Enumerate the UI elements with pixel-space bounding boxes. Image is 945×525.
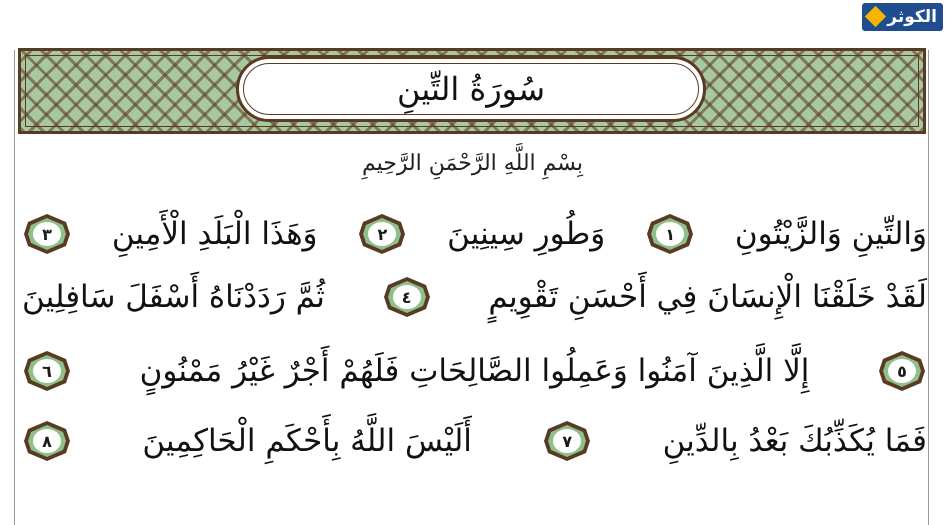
logo-diamond-icon	[865, 6, 886, 27]
verse-3-text: وَهَذَا الْبَلَدِ الْأَمِينِ	[111, 216, 318, 252]
verse-marker-3	[22, 212, 72, 256]
verse-7-text: فَمَا يُكَذِّبُكَ بَعْدُ بِالدِّينِ	[662, 423, 927, 459]
verse-3-number: ٣	[42, 224, 52, 244]
verse-6-number: ٦	[42, 361, 52, 381]
verse-8-text: أَلَيْسَ اللَّهُ بِأَحْكَمِ الْحَاكِمِينَ	[142, 423, 472, 459]
verse-line-2	[22, 266, 927, 328]
verse-2-text: وَطُورِ سِينِينَ	[447, 216, 606, 252]
verse-marker-5	[877, 349, 927, 393]
verse-2-number: ٢	[377, 224, 388, 244]
verse-1-text: وَالتِّينِ وَالزَّيْتُونِ	[734, 216, 927, 252]
verse-1-number: ١	[665, 224, 675, 244]
verse-7-number: ٧	[562, 431, 573, 451]
verse-6-text: إِلَّا الَّذِينَ آمَنُوا وَعَمِلُوا الصَّالِحَاتِ فَلَهُمْ أَجْرٌ غَيْرُ مَمْنُونٍ	[139, 353, 810, 389]
page-border-right	[928, 50, 929, 525]
verse-5-number: ٥	[897, 361, 907, 381]
verse-line-4	[22, 410, 927, 472]
verse-line-1	[22, 203, 927, 265]
verse-marker-6	[22, 349, 72, 393]
surah-title: سُورَةُ التِّينِ	[396, 70, 546, 108]
logo-text: الكوثر	[887, 7, 937, 27]
verse-marker-2	[357, 212, 407, 256]
verse-8-number: ٨	[42, 431, 52, 451]
basmala: بِسْمِ اللَّهِ الرَّحْمَنِ الرَّحِيمِ	[361, 150, 584, 176]
verse-marker-8	[22, 419, 72, 463]
page-border-left	[14, 50, 15, 525]
channel-logo	[862, 3, 943, 31]
verse-4-text: لَقَدْ خَلَقْنَا الْإِنسَانَ فِي أَحْسَنِ تَقْوِيمٍ	[488, 279, 927, 315]
title-cartouche	[236, 56, 706, 122]
verse-marker-1	[645, 212, 695, 256]
verse-5-text: ثُمَّ رَدَدْنَاهُ أَسْفَلَ سَافِلِينَ	[22, 279, 325, 315]
verse-4-number: ٤	[401, 287, 412, 307]
verse-marker-7	[542, 419, 592, 463]
verse-marker-4	[382, 275, 432, 319]
verse-line-3	[22, 340, 927, 402]
